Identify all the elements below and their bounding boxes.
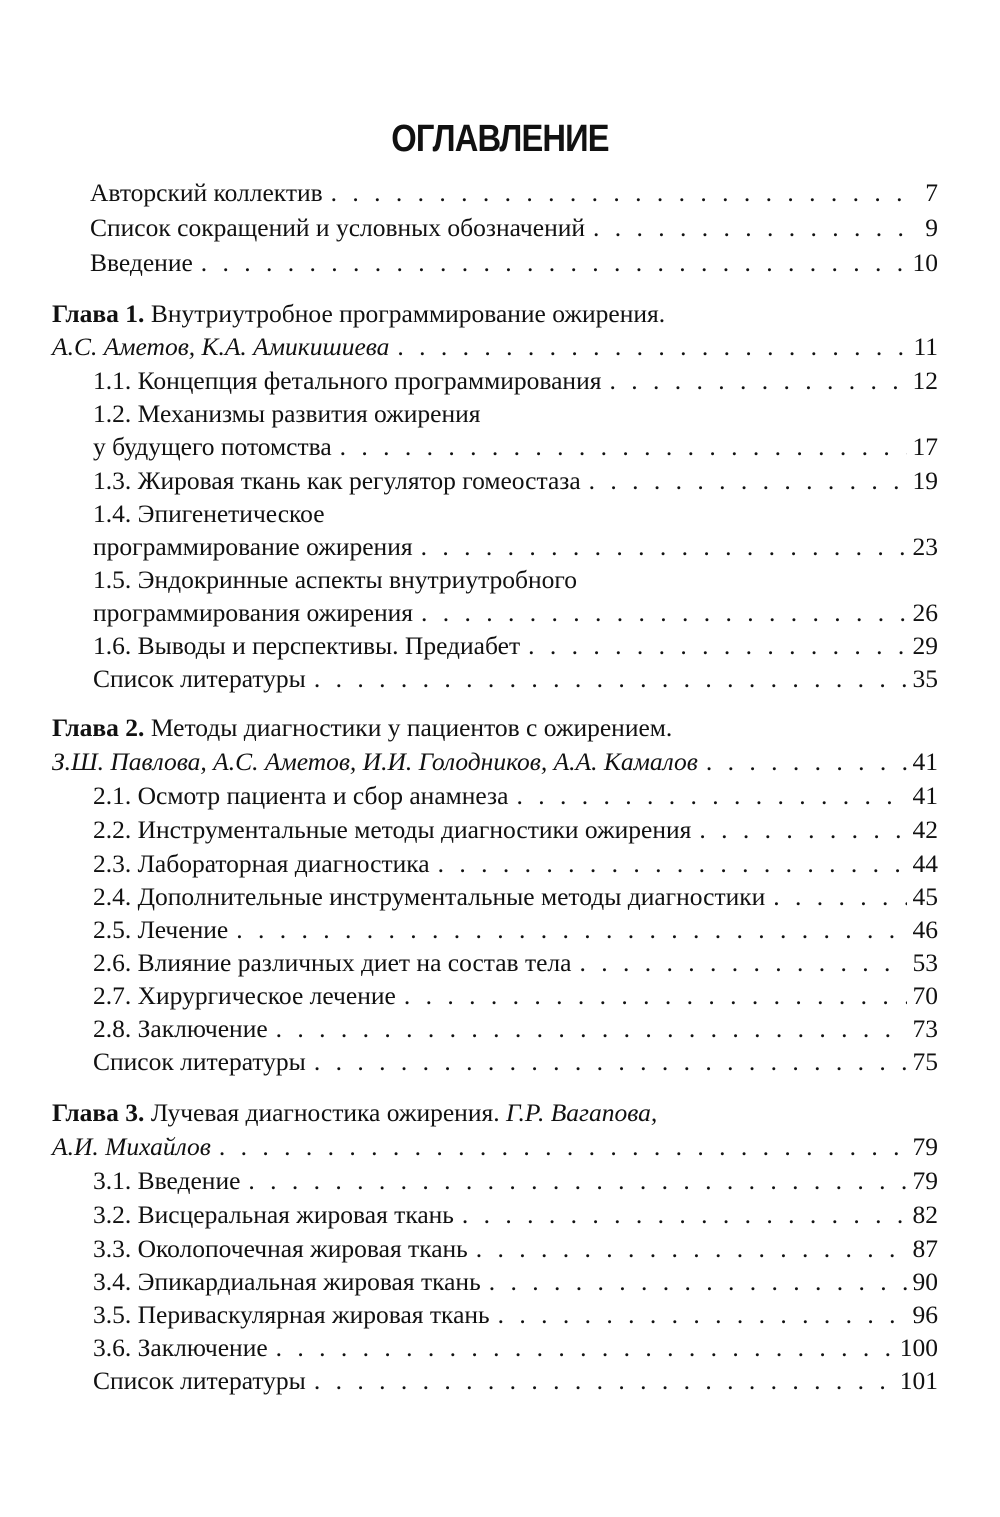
toc-entry-page: 41 <box>912 747 938 776</box>
leader-dots <box>236 913 906 947</box>
leader-dots <box>462 1198 907 1232</box>
toc-entry-page: 17 <box>912 432 938 461</box>
leader-dots <box>397 330 907 364</box>
leader-dots <box>201 246 907 280</box>
toc-entry-text: 1.3. Жировая ткань как регулятор гомеостаза <box>93 466 581 495</box>
toc-entry <box>93 530 938 564</box>
toc-entry-references <box>93 1364 938 1398</box>
toc-entry-text: Авторский коллектив <box>90 178 323 207</box>
toc-entry-text: 3.1. Введение <box>93 1166 241 1195</box>
toc-entry-page: 12 <box>912 366 938 395</box>
toc-entry <box>93 1331 938 1365</box>
toc-entry <box>93 364 938 398</box>
toc-entry-text: 2.5. Лечение <box>93 915 229 944</box>
toc-entry-text: 1.6. Выводы и перспективы. Предиабет <box>93 631 521 660</box>
leader-dots <box>706 745 907 779</box>
leader-dots <box>579 946 906 980</box>
leader-dots <box>314 1364 894 1398</box>
toc-entry-text: 3.3. Околопочечная жировая ткань <box>93 1234 468 1263</box>
leader-dots <box>528 629 906 663</box>
chapter-authors: А.И. Михайлов <box>52 1132 211 1161</box>
toc-entry-page: 11 <box>913 332 938 361</box>
toc-entry-page: 82 <box>912 1200 938 1229</box>
toc-entry-page: 23 <box>912 532 938 561</box>
toc-entry-introduction <box>90 246 938 280</box>
toc-entry-text: 2.8. Заключение <box>93 1014 268 1043</box>
toc-entry-authors <box>90 176 938 210</box>
chapter-authors: А.С. Аметов, К.А. Амикишиева <box>52 332 390 361</box>
leader-dots <box>421 530 907 564</box>
toc-entry-text: у будущего потомства <box>93 432 332 461</box>
toc-entry-page: 41 <box>912 781 938 810</box>
chapter-authors-line1: Г.Р. Вагапова, <box>505 1098 658 1127</box>
leader-dots <box>498 1298 907 1332</box>
toc-entry-page: 42 <box>912 815 938 844</box>
toc-entry-page: 70 <box>912 981 938 1010</box>
leader-dots <box>314 1045 907 1079</box>
toc-entry <box>93 1164 938 1198</box>
chapter-1-heading <box>52 297 665 331</box>
toc-entry <box>93 946 938 980</box>
toc-entry-text-line1: 1.5. Эндокринные аспекты внутриутробного <box>93 565 577 594</box>
leader-dots <box>248 1164 906 1198</box>
toc-entry <box>93 813 938 847</box>
toc-entry-text: Список литературы <box>93 1366 306 1395</box>
leader-dots <box>773 880 906 914</box>
chapter-label: Глава 3. <box>52 1098 145 1127</box>
toc-entry-page: 9 <box>925 213 938 242</box>
toc-entry <box>93 779 938 813</box>
toc-entry-page: 101 <box>899 1366 938 1395</box>
toc-entry-page: 79 <box>912 1166 938 1195</box>
toc-entry-abbreviations <box>90 211 938 245</box>
leader-dots <box>589 464 907 498</box>
chapter-label: Глава 2. <box>52 713 145 742</box>
chapter-2-authors <box>52 745 938 779</box>
toc-entry-page: 19 <box>912 466 938 495</box>
toc-entry-page: 75 <box>912 1047 938 1076</box>
toc-entry-text: 3.2. Висцеральная жировая ткань <box>93 1200 454 1229</box>
toc-entry-text: программирование ожирения <box>93 532 413 561</box>
toc-entry-text: 2.2. Инструментальные методы диагностики ожирения <box>93 815 692 844</box>
toc-entry-references <box>93 1045 938 1079</box>
leader-dots <box>276 1331 894 1365</box>
toc-entry-text: Введение <box>90 248 193 277</box>
toc-entry-page: 44 <box>912 849 938 878</box>
toc-entry-text: 1.1. Концепция фетального программирования <box>93 366 602 395</box>
toc-entry-page: 7 <box>925 178 938 207</box>
toc-entry-page: 35 <box>912 664 938 693</box>
chapter-title: Лучевая диагностика ожирения. <box>144 1098 506 1127</box>
toc-entry <box>93 1232 938 1266</box>
chapter-2-heading <box>52 711 672 745</box>
toc-entry-text: Список литературы <box>93 664 306 693</box>
chapter-1-authors <box>52 330 938 364</box>
toc-entry-text: 2.4. Дополнительные инструментальные методы диагностики <box>93 882 766 911</box>
toc-entry-page: 87 <box>912 1234 938 1263</box>
leader-dots <box>438 847 907 881</box>
chapter-authors: З.Ш. Павлова, А.С. Аметов, И.И. Голодников, А.А. Камалов <box>52 747 698 776</box>
leader-dots <box>276 1012 907 1046</box>
toc-entry <box>93 913 938 947</box>
toc-entry <box>93 464 938 498</box>
leader-dots <box>331 176 920 210</box>
toc-entry-page: 26 <box>912 598 938 627</box>
leader-dots <box>593 211 919 245</box>
toc-entry-text: 2.6. Влияние различных диет на состав тела <box>93 948 572 977</box>
toc-entry-page: 10 <box>912 248 938 277</box>
chapter-3-heading <box>52 1096 657 1130</box>
page-title: ОГЛАВЛЕНИЕ <box>391 118 609 160</box>
toc-entry <box>93 430 938 464</box>
toc-entry-text: Список литературы <box>93 1047 306 1076</box>
toc-entry-page: 29 <box>912 631 938 660</box>
toc-entry <box>93 629 938 663</box>
toc-entry <box>93 1198 938 1232</box>
leader-dots <box>489 1265 907 1299</box>
leader-dots <box>609 364 906 398</box>
leader-dots <box>699 813 906 847</box>
toc-entry-references <box>93 662 938 696</box>
leader-dots <box>516 779 906 813</box>
toc-entry-text: 3.5. Периваскулярная жировая ткань <box>93 1300 490 1329</box>
toc-entry <box>93 1265 938 1299</box>
toc-entry-page: 96 <box>912 1300 938 1329</box>
leader-dots <box>340 430 907 464</box>
toc-entry-text: 2.3. Лабораторная диагностика <box>93 849 430 878</box>
toc-entry <box>93 979 938 1013</box>
toc-entry-page: 46 <box>912 915 938 944</box>
toc-entry-text-line1: 1.4. Эпигенетическое <box>93 499 325 528</box>
toc-entry <box>93 596 938 630</box>
chapter-3-authors <box>52 1130 938 1164</box>
toc-entry-page: 100 <box>899 1333 938 1362</box>
toc-entry-text: 3.4. Эпикардиальная жировая ткань <box>93 1267 481 1296</box>
toc-entry <box>93 880 938 914</box>
toc-entry-page: 79 <box>912 1132 938 1161</box>
toc-entry-text-line1: 1.2. Механизмы развития ожирения <box>93 399 481 428</box>
toc-entry-page: 53 <box>912 948 938 977</box>
toc-entry-text: программирования ожирения <box>93 598 413 627</box>
toc-entry-page: 90 <box>912 1267 938 1296</box>
toc-entry <box>93 1012 938 1046</box>
toc-entry-text: Список сокращений и условных обозначений <box>90 213 586 242</box>
leader-dots <box>314 662 907 696</box>
toc-entry-text: 2.7. Хирургическое лечение <box>93 981 396 1010</box>
toc-entry <box>93 847 938 881</box>
chapter-title: Методы диагностики у пациентов с ожирением. <box>144 713 673 742</box>
chapter-label: Глава 1. <box>52 299 145 328</box>
leader-dots <box>421 596 907 630</box>
toc-entry-text: 3.6. Заключение <box>93 1333 268 1362</box>
leader-dots <box>404 979 907 1013</box>
chapter-title: Внутриутробное программирование ожирения. <box>144 299 666 328</box>
leader-dots <box>219 1130 907 1164</box>
toc-entry-text: 2.1. Осмотр пациента и сбор анамнеза <box>93 781 509 810</box>
toc-entry-page: 73 <box>912 1014 938 1043</box>
toc-entry <box>93 1298 938 1332</box>
leader-dots <box>476 1232 907 1266</box>
toc-entry-page: 45 <box>912 882 938 911</box>
